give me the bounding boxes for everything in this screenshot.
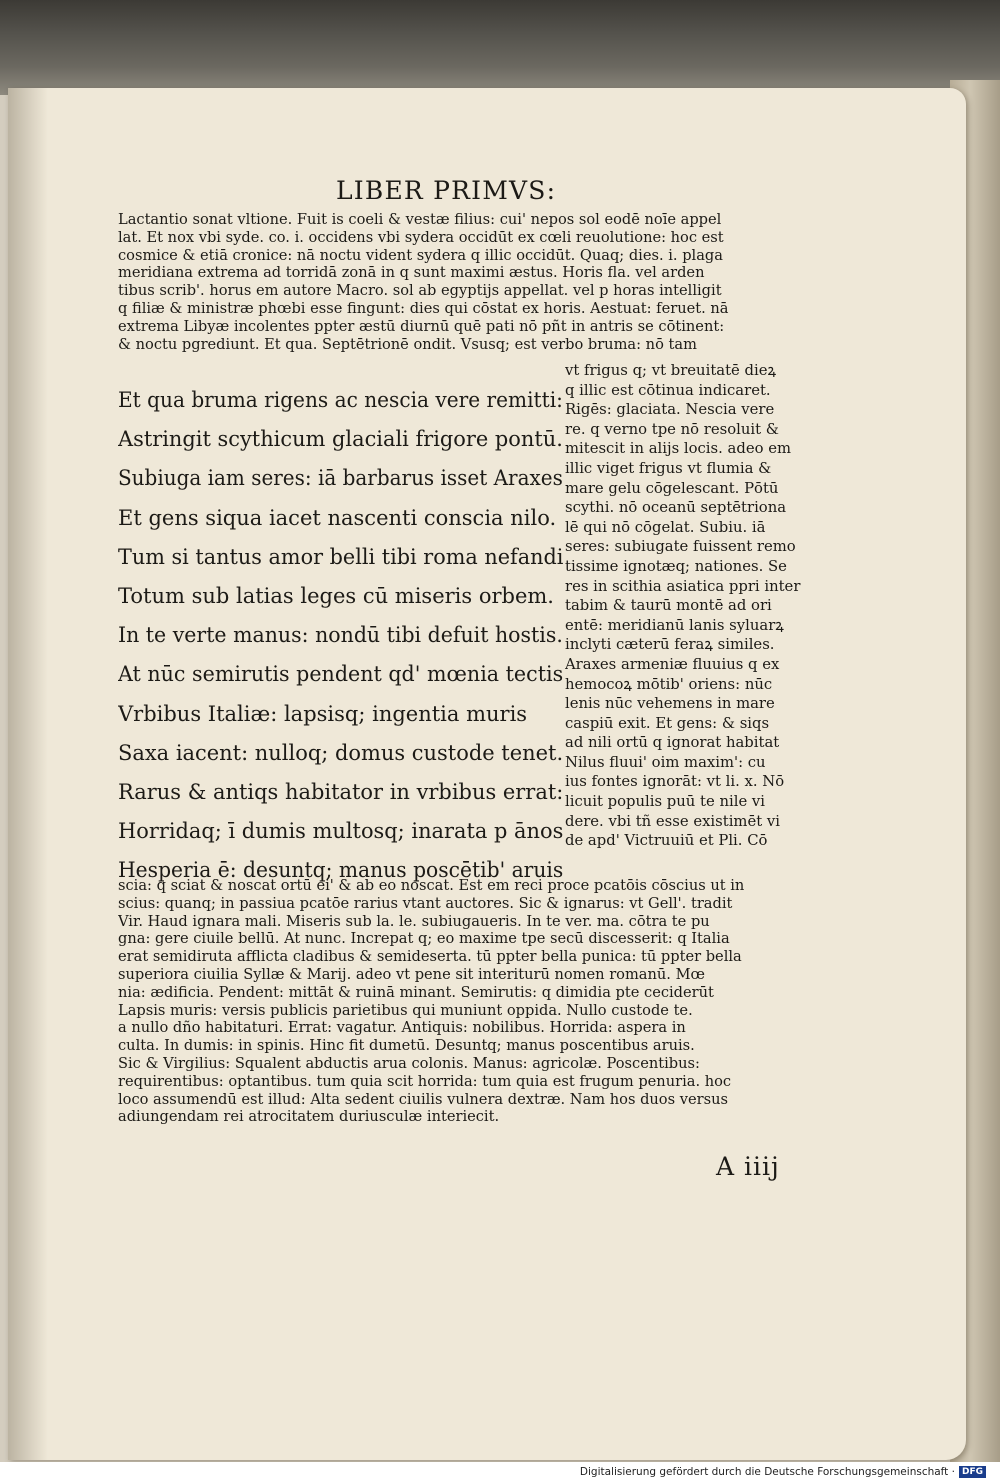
commentary-line: Nilus fluui' oim maxim': cu (565, 753, 766, 771)
book-top-edge (0, 0, 1000, 95)
bottom-commentary (118, 877, 823, 1126)
commentary-line: re. q verno tpe nō resoluit & (565, 420, 779, 438)
verse-line: Totum sub latias leges cū miseris orbem. (118, 584, 554, 609)
commentary-line: meridiana extrema ad torridā zonā in q sunt maximi æstus. Horis fla. vel arden (118, 264, 705, 282)
commentary-line: dere. vbi tñ esse existimēt vi (565, 812, 780, 830)
commentary-line: adiungendam rei atrocitatem duriusculæ interiecit. (118, 1108, 500, 1126)
commentary-line: scius: quanq; in passiua pcatōe rarius vtant auctores. Sic & ignarus: vt Gell'. tradit (118, 894, 733, 912)
commentary-line: q filiæ & ministræ phœbi esse fingunt: dies qui cōstat ex horis. Aestuat: feruet. nā (118, 299, 729, 317)
verse-line: Et gens siqua iacet nascenti conscia nilo. (118, 505, 557, 530)
commentary-line: illic viget frigus vt flumia & (565, 459, 772, 477)
commentary-line: Lapsis muris: versis publicis parietibus qui muniunt oppida. Nullo custode te. (118, 1001, 693, 1019)
commentary-line: lenis nūc vehemens in mare (565, 695, 775, 713)
commentary-line: mare gelu cōgelescant. Pōtū (565, 479, 779, 497)
verse-line: Vrbibus Italiæ: lapsisq; ingentia muris (118, 701, 528, 726)
commentary-line: ius fontes ignorāt: vt li. x. Nō (565, 773, 785, 791)
commentary-line: & noctu pgrediunt. Et qua. Septētrionē ondit. Vsusq; est verbo bruma: nō tam (118, 335, 697, 353)
verse-line: Horridaq; ī dumis multosq; inarata p ānos (118, 819, 564, 844)
commentary-line: ad nili ortū q ignorat habitat (565, 734, 780, 752)
commentary-line: a nullo dño habitaturi. Errat: vagatur. Antiquis: nobilibus. Horrida: aspera in (118, 1019, 686, 1037)
commentary-line: de apd' Victruuiū et Pli. Cō (565, 832, 768, 850)
commentary-line: vt frigus q; vt breuitatē dieꝝ (565, 362, 777, 379)
page-gutter-shadow (8, 88, 48, 1460)
commentary-line: tibus scrib'. horus em autore Macro. sol ab egyptijs appellat. vel p horas intelligit (118, 282, 722, 300)
commentary-line: gna: gere ciuile bellū. At nunc. Increpat q; eo maxime tpe secū discesserit: q Italia (118, 930, 730, 948)
commentary-line: scia: q sciat & noscat ortū ei' & ab eo noscat. Est em reci proce pcatōis cōscius ut in (118, 877, 745, 894)
commentary-line: culta. In dumis: in spinis. Hinc fit dumetū. Desuntq; manus poscentibus aruis. (118, 1037, 695, 1055)
funding-credit (580, 1466, 986, 1478)
commentary-line: cosmice & etiā cronice: nā noctu vident sydera q illic occidūt. Quaq; dies. i. plaga (118, 246, 723, 264)
verse-text (118, 381, 563, 891)
signature-mark: A iiij (716, 1152, 780, 1181)
commentary-line: licuit populis puū te nile vi (565, 793, 765, 811)
commentary-line: tissime ignotæq; nationes. Se (565, 557, 787, 575)
running-head: LIBER PRIMVS: (336, 176, 557, 205)
verse-line: In te verte manus: nondū tibi defuit hostis. (118, 623, 563, 648)
commentary-line: inclyti cæterū feraꝝ similes. (565, 636, 775, 654)
verse-line: Subiuga iam seres: iā barbarus isset Araxes (118, 466, 563, 491)
commentary-line: Rigēs: glaciata. Nescia vere (565, 401, 775, 419)
commentary-line: Lactantio sonat vltione. Fuit is coeli & vestæ filius: cui' nepos sol eodē noīe appel (118, 211, 722, 228)
commentary-line: extrema Libyæ incolentes ppter æstū diurnū quē pati nō pñt in antris se cōtinent: (118, 317, 725, 335)
commentary-line: res in scithia asiatica ppri inter (565, 577, 801, 595)
verse-line: At nūc semirutis pendent qd' mœnia tectis (118, 662, 563, 687)
verse-line: Astringit scythicum glaciali frigore pontū. (118, 427, 563, 452)
verse-line: Saxa iacent: nulloq; domus custode tenet. (118, 740, 564, 765)
commentary-line: Araxes armeniæ fluuius q ex (565, 655, 780, 673)
commentary-line: lat. Et nox vbi syde. co. i. occidens vbi sydera occidūt ex cœli reuolutione: hoc est (118, 228, 724, 246)
commentary-line: requirentibus: optantibus. tum quia scit horrida: tum quia est frugum penuria. hoc (118, 1072, 732, 1090)
commentary-line: entē: meridianū lanis syluarꝝ (565, 616, 784, 634)
commentary-line: scythi. nō oceanū septētriona (565, 499, 787, 517)
commentary-line: tabim & taurū montē ad ori (565, 597, 772, 615)
dfg-logo: DFG (959, 1466, 986, 1478)
verse-line: Rarus & antiqs habitator in vrbibus errat: (118, 780, 564, 805)
verse-line: Tum si tantus amor belli tibi roma nefandi (118, 544, 564, 569)
commentary-line: Sic & Virgilius: Squalent abductis arua colonis. Manus: agricolæ. Poscentibus: (118, 1054, 700, 1072)
commentary-line: mitescit in alijs locis. adeo em (565, 440, 791, 458)
side-commentary (565, 361, 820, 851)
top-commentary (118, 211, 823, 353)
commentary-line: hemocoꝝ mōtib' oriens: nūc (565, 675, 773, 693)
verse-line: Hesperia ē: desuntq; manus poscētib' aruis (118, 858, 563, 883)
commentary-line: erat semidiruta afflicta cladibus & semideserta. tū ppter bella punica: tū ppter bella (118, 948, 742, 966)
commentary-line: Vir. Haud ignara mali. Miseris sub la. le. subiugaueris. In te ver. ma. cōtra te pu (118, 912, 710, 930)
commentary-line: caspiū exit. Et gens: & siqs (565, 714, 770, 732)
commentary-line: q illic est cōtinua indicaret. (565, 381, 771, 399)
commentary-line: superiora ciuilia Syllæ & Marij. adeo vt pene sit interiturū nomen romanū. Mœ (118, 965, 705, 983)
commentary-line: loco assumendū est illud: Alta sedent ciuilis vulnera dextræ. Nam hos duos versus (118, 1090, 728, 1108)
verse-line: Et qua bruma rigens ac nescia vere remitti: (118, 388, 563, 412)
commentary-line: nia: ædificia. Pendent: mittāt & ruinā minant. Semirutis: q dimidia pte ceciderūt (118, 983, 714, 1001)
commentary-line: lē qui nō cōgelat. Subiu. iā (565, 518, 766, 536)
commentary-line: seres: subiugate fuissent remo (565, 538, 796, 556)
credit-text: Digitalisierung gefördert durch die Deutsche Forschungsgemeinschaft · (579, 1466, 955, 1478)
